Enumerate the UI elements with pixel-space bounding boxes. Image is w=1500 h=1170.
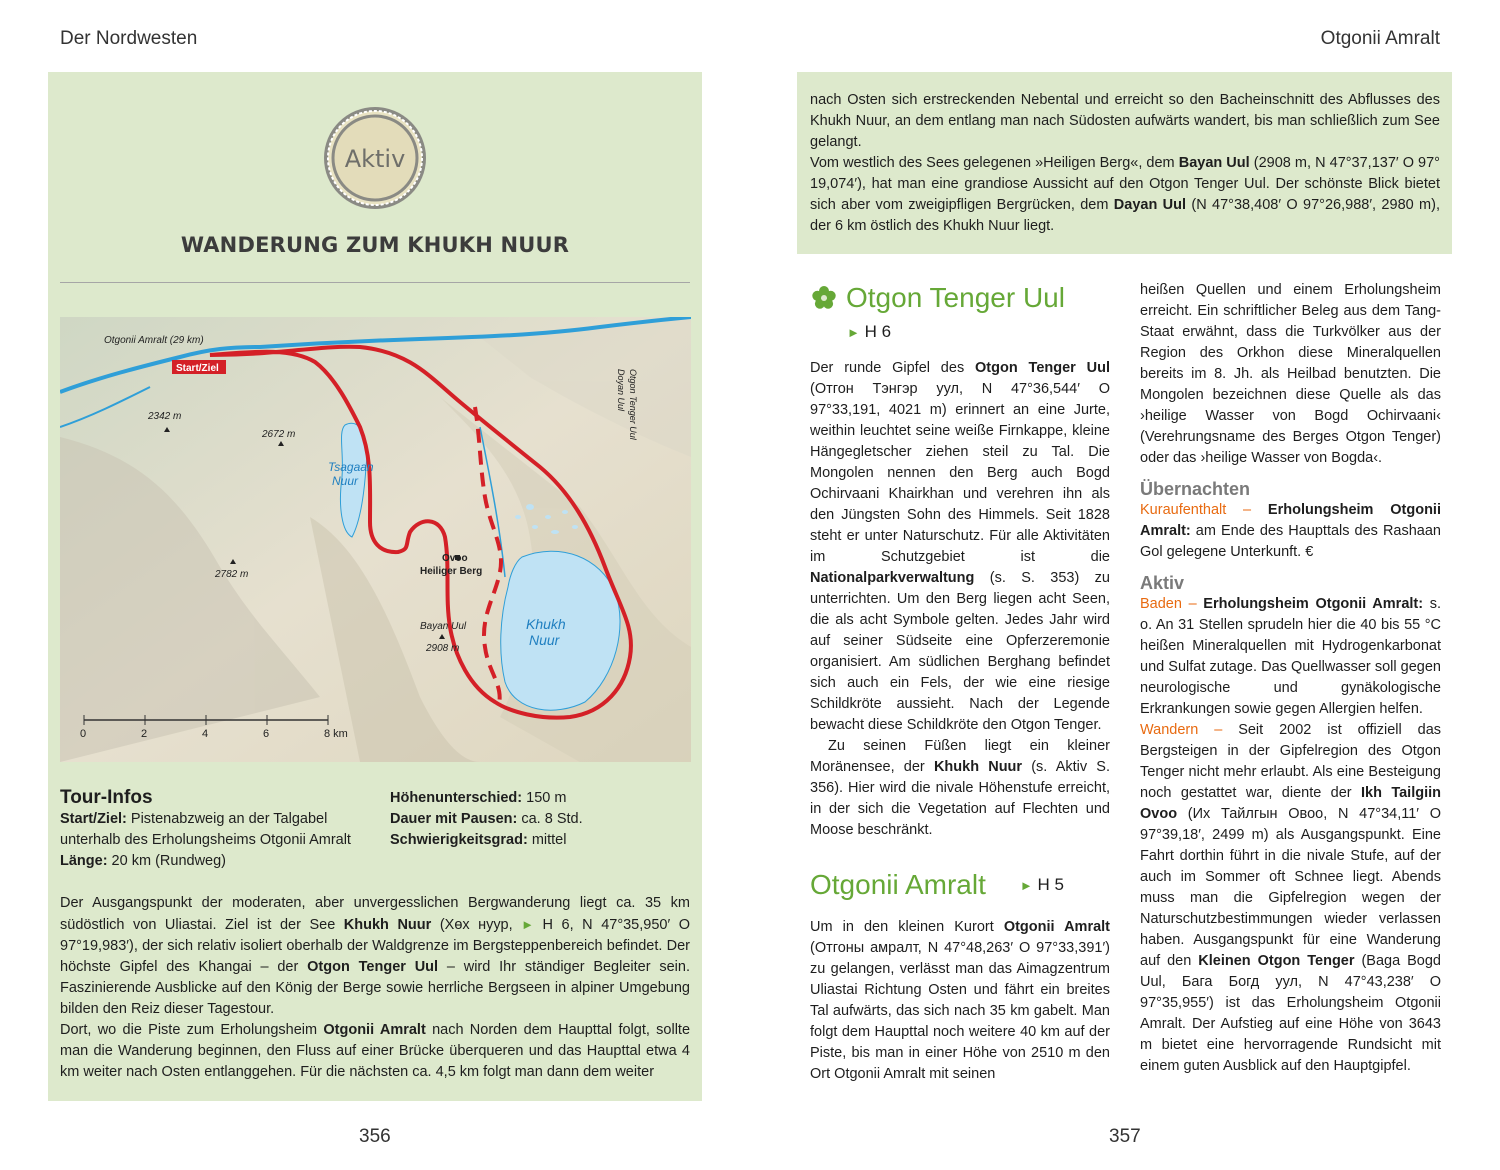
label-start-ziel: Start/Ziel	[176, 363, 219, 374]
col2-paragraph-1: heißen Quellen und einem Erholungsheim erreicht. Ein schriftlicher Beleg aus dem Tang-Staat erwähnt, dass die Turkvölker aus der Region des Orkhon diese Mineralquellen bereits im 8. Jh. als Heilbad benutzten. Die Mongolen bezeichnen diese Quelle als das ›heilige Wasser von Bogd Ochirvaani‹ (Verehrungsname des Berges Otgon Tenger) oder das ›heilige Wasser von Bogda‹.	[1140, 282, 1441, 466]
label-otgonii-amralt: Otgonii Amralt (29 km)	[104, 335, 204, 346]
triangle-icon: ►	[1019, 878, 1033, 893]
label-ovoo: Ovoo	[442, 553, 468, 564]
triangle-icon: ►	[521, 917, 535, 932]
column-1	[810, 280, 1110, 1085]
heading-otgon-tenger-uul-text: Otgon Tenger Uul	[846, 282, 1065, 313]
label-direction-doyan: Doyan Uul	[616, 369, 626, 412]
title-divider	[60, 282, 690, 283]
aktiv-badge-label: Aktiv	[344, 145, 406, 173]
tour-info-difficulty: Schwierigkeitsgrad: mittel	[390, 832, 567, 848]
col1-paragraph-2: Zu seinen Füßen liegt ein kleiner Moränensee, der Khukh Nuur (s. Aktiv S. 356). Hier wird die nivale Höhenstufe erreicht, in der sich die Vegetation auf Flechten und Moose beschränkt.	[810, 738, 1110, 838]
label-khukh-2: Nuur	[529, 632, 560, 648]
label-peak-2782: 2782 m	[215, 569, 249, 580]
tour-title: WANDERUNG ZUM KHUKH NUUR	[180, 233, 570, 257]
label-peak-2908: 2908 m	[426, 643, 460, 654]
aktiv-paragraph-1: Der Ausgangspunkt der moderaten, aber unvergesslichen Bergwanderung liegt ca. 35 km südöstlich von Uliastai. Ziel ist der See Khukh Nuur (Хөх нуур, ► H 6, N 47°35,950′ O 97°19,983′), der sich relativ isoliert oberhalb der Waldgrenze im Bergsteppenbereich befindet. Der höchste Gipfel des Khangai – der Otgon Tenger Uul – wird Ihr ständiger Begleiter sein. Faszinierende Ausblicke auf den König der Berge sowie herrliche Bergseen in alpiner Umgebung bilden den Reiz dieser Tagestour.	[60, 895, 691, 1017]
continued-paragraph-1: nach Osten sich erstreckenden Nebental und erreicht so den Bacheinschnitt des Abflusses des Khukh Nuur, an dem entlang man nach Südosten aufwärts wandert, bis man schließlich zum See gelangt.	[810, 92, 1440, 150]
page-number-right: 357	[1109, 1126, 1141, 1147]
heading-otgonii-amralt	[810, 867, 1110, 903]
running-head-right: Otgonii Amralt	[1320, 28, 1440, 49]
scale-tick-6: 6	[263, 728, 270, 740]
label-peak-2342: 2342 m	[148, 411, 182, 422]
route-map	[60, 317, 691, 762]
label-tsagaan-1: Tsagaan	[328, 460, 374, 474]
tour-infos-right	[390, 788, 690, 851]
label-direction-otgon: Otgon Tenger Uul	[628, 369, 638, 440]
label-tsagaan-2: Nuur	[332, 474, 359, 488]
heading-otgonii-amralt-text: Otgonii Amralt	[810, 869, 986, 900]
label-peak-2672: 2672 m	[262, 429, 296, 440]
tour-info-start-2: unterhalb des Erholungsheims Otgonii Amralt	[60, 832, 351, 848]
tour-info-start: Start/Ziel: Pistenabzweig an der Talgabel	[60, 811, 328, 827]
continued-paragraph-2: Vom westlich des Sees gelegenen »Heiligen Berg«, dem Bayan Uul (2908 m, N 47°37,137′ O 97° 19,074′), hat man eine grandiose Aussicht auf den Otgon Tenger Uul. Der schönste Blick bietet sich aber vom zweigipfligen Bergrücken, dem Dayan Uul (N 47°38,408′ O 97°26,988′, 2980 m), der 6 km östlich des Khukh Nuur liegt.	[810, 155, 1440, 234]
aktiv-body	[60, 893, 690, 1083]
label-heiliger-berg: Heiliger Berg	[420, 566, 483, 577]
heading-otgon-tenger-uul	[810, 280, 1110, 316]
tour-info-elevation: Höhenunterschied: 150 m	[390, 790, 567, 806]
label-khukh-1: Khukh	[526, 616, 566, 632]
page-number-left: 356	[359, 1126, 391, 1147]
tour-info-length: Länge: 20 km (Rundweg)	[60, 853, 226, 869]
heading-uebernachten: Übernachten	[1140, 479, 1251, 499]
entry-baden: Baden – Erholungsheim Otgonii Amralt: s. o. An 31 Stellen sprudeln hier die 40 bis 55 °C heißen Mineralquellen mit Hydrogenkarbonat und Sulfat zutage. Das Quellwasser soll gegen neurologische und gynäkologische Erkrankungen sowie gegen Allergien helfen.	[1140, 596, 1442, 717]
scale-tick-8: 8 km	[324, 728, 348, 740]
aktiv-paragraph-2: Dort, wo die Piste zum Erholungsheim Otgonii Amralt nach Norden dem Haupttal folgt, sollte man die Wanderung beginnen, den Fluss auf einer Brücke überqueren und das Haupttal etwa 4 km weiter nach Osten entlanggehen. Für die nächsten ca. 4,5 km folgt man dann dem weiter	[60, 1022, 691, 1080]
tour-infos-heading: Tour-Infos	[60, 787, 153, 808]
col1-paragraph-1: Der runde Gipfel des Otgon Tenger Uul (Отгон Тэнгэр уул, N 47°36,544′ O 97°33,191, 4021 m) erinnert an eine Jurte, weithin leuchtet seine weiße Firnkappe, kleine Hängegletscher ziehen steil zu Tal. Die Mongolen nennen den Berg auch Bogd Ochirvaani Khairkhan und verehren ihn als den Jüngsten Sohn des Himmels. Seit 1828 steht er unter Naturschutz. Für alle Aktivitäten im Schutzgebiet ist die Nationalparkverwaltung (s. S. 353) zu unterrichten. Um den Berg liegen acht Seen, die als acht Symbole gelten. Jedes Jahr wird auf seiner Südseite eine Opferzeremonie organisiert. Am südlichen Berghang befindet sich auch ein Fels, der wie eine riesige Schildkröte aussieht. Nach der Legende bewacht diese Schildkröte den Otgon Tenger.	[810, 360, 1110, 733]
triangle-icon: ►	[847, 325, 860, 340]
entry-wandern: Wandern – Seit 2002 ist offiziell das Bergsteigen in der Gipfelregion des Otgon Tenger nicht mehr erlaubt. Als eine Besteigung noch gestattet war, diente der Ikh Tailgiin Ovoo (Их Тайлгын Овоо, N 47°34,11′ O 97°39,18′, 2499 m) als Ausgangspunkt. Eine Fahrt dorthin führt in die nivale Stufe, auf der auch im Sommer oft Schnee liegt. Abends muss man die Gipfelregion wegen der Naturschutzbestimmungen wieder verlassen haben. Ausgangspunkt für eine Wanderung auf den Kleinen Otgon Tenger (Baga Bogd Uul, Бага Богд уул, N 47°43,238′ O 97°35,955′) ist das Erholungsheim Otgonii Amralt. Der Aufstieg auf eine Höhe von 3643 m bietet eine hervorragende Rundsicht mit einem guten Ausblick auf den Hauptgipfel.	[1140, 722, 1442, 1074]
col1-paragraph-3: Um in den kleinen Kurort Otgonii Amralt (Отгоны амралт, N 47°48,263′ O 97°33,391′) zu gelangen, verlässt man das Aimagzentrum Uliastai Richtung Osten und fährt ein breites Tal aufwärts, das sich nach 35 km gabelt. Man folgt dem Haupttal noch weitere 40 km auf der Piste, bis man in einer Höhe von 2510 m den Ort Otgonii Amralt mit seinen	[810, 919, 1111, 1082]
scale-tick-0: 0	[80, 728, 87, 740]
label-bayan-uul: Bayan Uul	[420, 621, 467, 632]
scale-tick-2: 2	[141, 728, 148, 740]
column-2	[1140, 280, 1441, 1077]
map-ref-h5: ► H 5	[1019, 875, 1064, 894]
tour-infos-left	[60, 809, 360, 872]
aktiv-continued-body	[810, 90, 1440, 237]
scale-tick-4: 4	[202, 728, 209, 740]
flower-icon	[810, 284, 838, 312]
heading-aktiv: Aktiv	[1140, 573, 1185, 593]
map-ref-h6: ► H 6	[847, 322, 892, 341]
running-head-left: Der Nordwesten	[60, 28, 198, 49]
aktiv-badge	[322, 105, 428, 211]
entry-kuraufenthalt: Kuraufenthalt – Erholungsheim Otgonii Amralt: am Ende des Haupttals des Rashaan Gol gelegene Unterkunft. €	[1140, 502, 1441, 560]
tour-info-duration: Dauer mit Pausen: ca. 8 Std.	[390, 811, 583, 827]
